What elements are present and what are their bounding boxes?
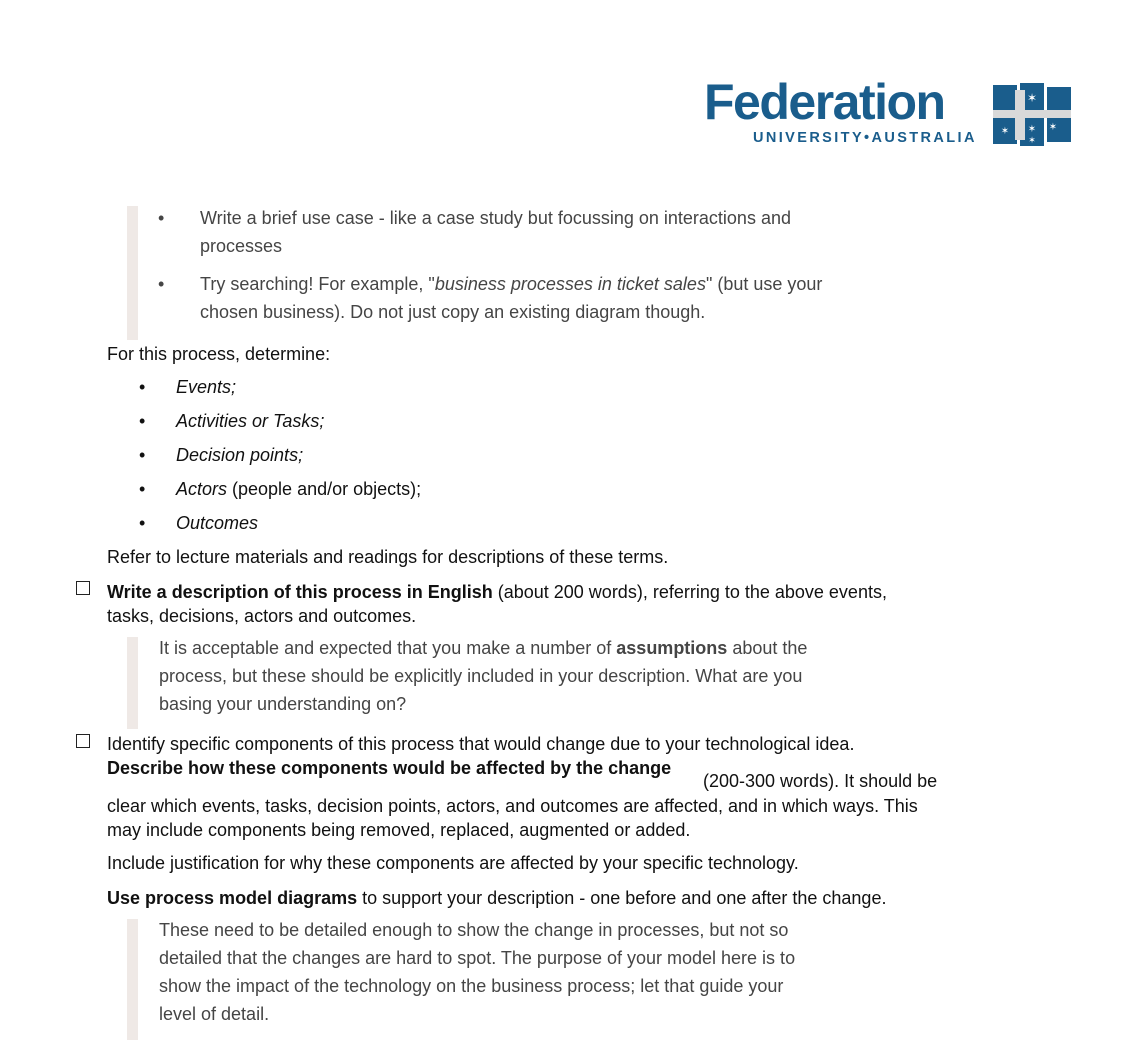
svg-text:✶: ✶: [1028, 136, 1036, 146]
svg-text:✶: ✶: [1027, 124, 1037, 135]
quote-bar: [127, 206, 138, 340]
bullet-icon: •: [139, 513, 146, 533]
flag-emblem-icon: [993, 82, 1071, 146]
logo-wordmark: Federation: [704, 74, 945, 130]
task2-line1: Identify specific components of this process that would change due to your technological idea.: [107, 734, 855, 754]
task2-quote-line3: show the impact of the technology on the business process; let that guide your: [159, 976, 784, 996]
list-item-outcomes: Outcomes: [176, 513, 259, 533]
quote-bullet-1-line1: Write a brief use case - like a case study but focussing on interactions and: [200, 208, 791, 228]
task2-line2-bold: Describe how these components would be affected by the change: [107, 758, 672, 778]
task1-line1: Write a description of this process in English (about 200 words), referring to the above events,: [107, 582, 887, 602]
bullet-icon: •: [158, 208, 165, 228]
diagrams-text: Use process model diagrams to support your description - one before and one after the change.: [107, 888, 887, 908]
bullet-icon: •: [139, 411, 146, 431]
refer-text: Refer to lecture materials and readings for descriptions of these terms.: [107, 547, 669, 567]
task1-quote-line1: It is acceptable and expected that you make a number of assumptions about the: [159, 638, 808, 658]
svg-text:✶: ✶: [1048, 122, 1058, 133]
quote-bullet-2-line1: Try searching! For example, "business processes in ticket sales" (but use your: [200, 274, 823, 294]
list-item-events: Events;: [176, 377, 237, 397]
task2-line3: clear which events, tasks, decision points, actors, and outcomes are affected, and in which ways. This: [107, 796, 918, 816]
task1-quote-line3: basing your understanding on?: [159, 694, 407, 714]
list-item-activities: Activities or Tasks;: [176, 411, 325, 431]
task2-quote-line2: detailed that the changes are hard to spot. The purpose of your model here is to: [159, 948, 796, 968]
task2-line4: may include components being removed, replaced, augmented or added.: [107, 820, 691, 840]
quote-bar: [127, 919, 138, 1040]
list-item-actors: Actors (people and/or objects);: [176, 479, 422, 499]
task2-checkbox[interactable]: [76, 734, 90, 748]
task2-quote-line4: level of detail.: [159, 1004, 270, 1024]
task1-line2: tasks, decisions, actors and outcomes.: [107, 606, 417, 626]
bullet-icon: •: [139, 445, 146, 465]
svg-text:✶: ✶: [1026, 91, 1038, 105]
bullet-icon: •: [139, 479, 146, 499]
quote-bar: [127, 637, 138, 729]
bullet-icon: •: [158, 274, 165, 294]
justification-text: Include justification for why these components are affected by your specific technology.: [107, 853, 799, 873]
task2-line2-rest: (200-300 words). It should be: [698, 771, 938, 791]
task1-quote-line2: process, but these should be explicitly included in your description. What are you: [159, 666, 803, 686]
quote-bullet-2-line2: chosen business). Do not just copy an existing diagram though.: [200, 302, 706, 322]
bullet-icon: •: [139, 377, 146, 397]
determine-intro: For this process, determine:: [107, 344, 331, 364]
task2-quote-line1: These need to be detailed enough to show the change in processes, but not so: [159, 920, 789, 940]
list-item-decision-points: Decision points;: [176, 445, 304, 465]
quote-bullet-1-line2: processes: [200, 236, 283, 256]
task1-checkbox[interactable]: [76, 581, 90, 595]
federation-university-logo: [704, 74, 1070, 148]
logo-subtitle: UNIVERSITY•AUSTRALIA: [753, 130, 977, 146]
svg-text:✶: ✶: [1000, 126, 1010, 137]
